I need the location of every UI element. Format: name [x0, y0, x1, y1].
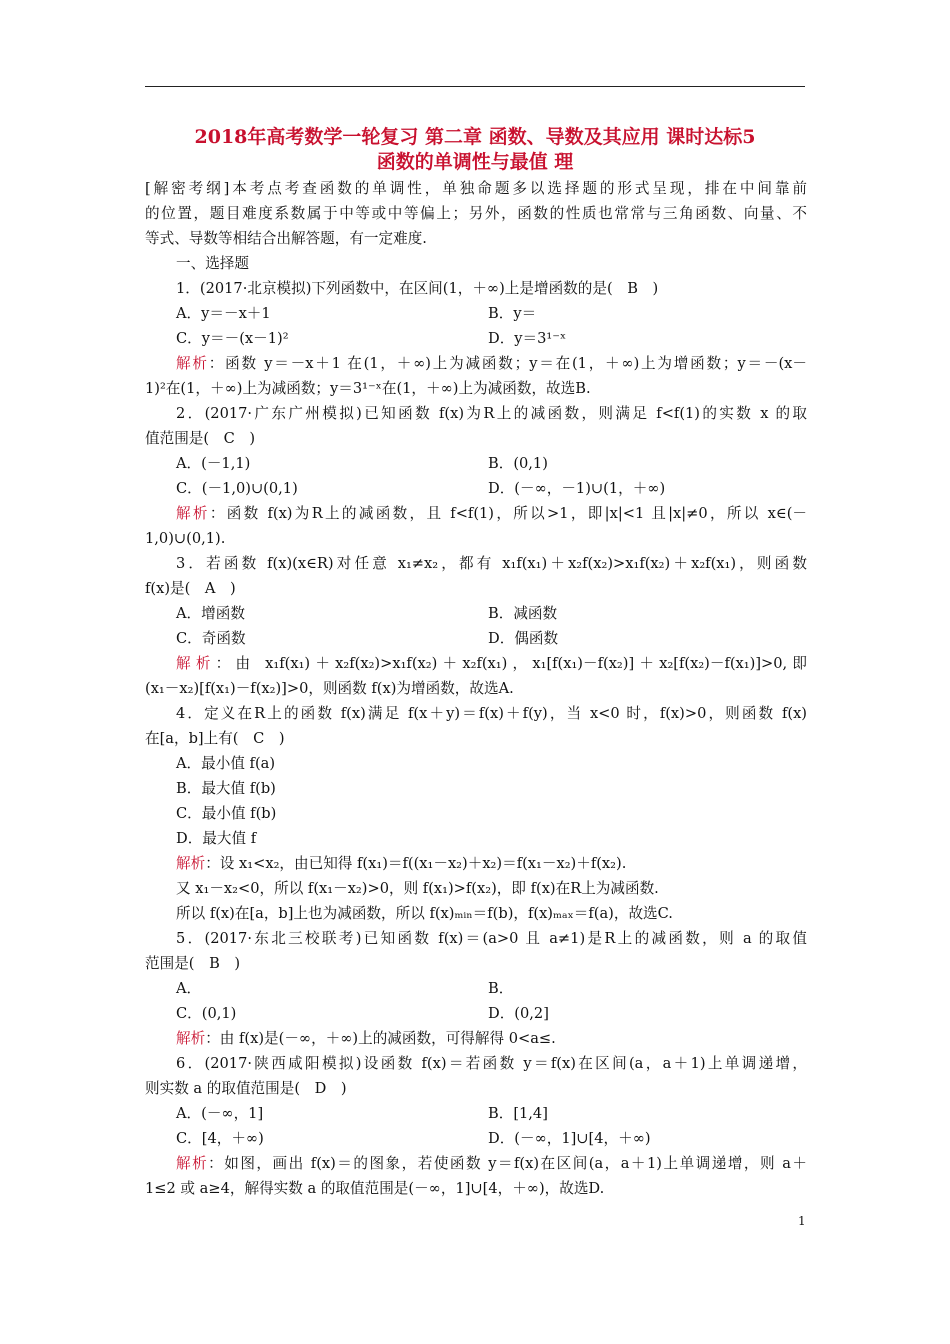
page-subtitle: 函数的单调性与最值 理 [376, 151, 574, 173]
solution-text: ：函数 y＝－x＋1 在(1，＋∞)上为减函数；y＝在(1，＋∞)上为增函数；y＝－(x－ [208, 355, 807, 372]
option: C．(0,1) [176, 1005, 237, 1022]
option: D．(－∞，－1)∪(1，＋∞) [488, 480, 666, 497]
question-stem: 4．定义在R上的函数 f(x)满足 f(x＋y)＝f(x)＋f(y)，当 x<0 时，f(x)>0，则函数 f(x) [176, 705, 807, 722]
intro-line: 等式、导数等相结合出解答题，有一定难度. [145, 230, 427, 247]
solution-text: ：由 x₁f(x₁)＋x₂f(x₂)>x₁f(x₂)＋x₂f(x₁)，x₁[f(x₁)－f(x₂)]＋x₂[f(x₂)－f(x₁)]>0,即 [215, 655, 807, 672]
option: C．y＝－(x－1)² [176, 330, 289, 347]
option: A．增函数 [176, 605, 245, 622]
option: C．[4，＋∞) [176, 1130, 264, 1147]
question-stem: 值范围是( C ) [145, 430, 256, 447]
question-stem: f(x)是( A ) [145, 580, 236, 597]
solution-label: 解析 [176, 855, 206, 872]
solution-line [176, 851, 626, 876]
solution-line [176, 651, 807, 676]
question-stem: 范围是( B ) [145, 955, 241, 972]
solution-line: (x₁－x₂)[f(x₁)－f(x₂)]>0，则函数 f(x)为增函数，故选A. [145, 680, 514, 697]
page-number: 1 [798, 1214, 806, 1228]
question-stem: 1．(2017·北京模拟)下列函数中，在区间(1，＋∞)上是增函数的是( B ) [176, 280, 659, 297]
solution-label: 解析 [176, 1030, 206, 1047]
option: D．最大值 f [176, 830, 257, 847]
question-stem: 6．(2017·陕西咸阳模拟)设函数 f(x)＝若函数 y＝f(x)在区间(a，a＋1)上单调递增， [176, 1055, 807, 1072]
option: C．奇函数 [176, 630, 246, 647]
option: D．(－∞，1]∪[4，＋∞) [488, 1130, 651, 1147]
solution-text: ：如图，画出 f(x)＝的图象，若使函数 y＝f(x)在区间(a，a＋1)上单调递增，则 a＋ [208, 1155, 807, 1172]
page-title: 2018年高考数学一轮复习 第二章 函数、导数及其应用 课时达标5 [194, 126, 756, 148]
option: D．偶函数 [488, 630, 559, 647]
option: B．(0,1) [488, 455, 548, 472]
solution-line: 1≤2 或 a≥4，解得实数 a 的取值范围是(－∞，1]∪[4，＋∞)，故选D. [145, 1180, 605, 1197]
option: B．最大值 f(b) [176, 780, 276, 797]
solution-line: 1)²在(1，＋∞)上为减函数；y＝3¹⁻ˣ在(1，＋∞)上为减函数，故选B. [145, 380, 591, 397]
option: B．减函数 [488, 605, 558, 622]
option: A． [176, 980, 202, 997]
question-stem: 3．若函数 f(x)(x∈R)对任意 x₁≠x₂，都有 x₁f(x₁)＋x₂f(x₂)>x₁f(x₂)＋x₂f(x₁)，则函数 [176, 555, 807, 572]
solution-label: 解析 [176, 1155, 209, 1172]
question-stem: 则实数 a 的取值范围是( D ) [145, 1080, 347, 1097]
option: B．[1,4] [488, 1105, 548, 1122]
option: A．最小值 f(a) [176, 755, 276, 772]
option: D．y＝3¹⁻ˣ [488, 330, 567, 347]
solution-text: ：设 x₁<x₂，由已知得 f(x₁)＝f((x₁－x₂)＋x₂)＝f(x₁－x₂)＋f(x₂). [205, 855, 627, 872]
option: D．(0,2] [488, 1005, 549, 1022]
solution-line [176, 1026, 556, 1051]
option: A．y＝－x＋1 [176, 305, 271, 322]
section-heading: 一、选择题 [176, 255, 249, 272]
option: C．最小值 f(b) [176, 805, 277, 822]
header-rule [145, 86, 805, 87]
question-stem: 在[a，b]上有( C ) [145, 730, 285, 747]
intro-line: [解密考纲]本考点考查函数的单调性，单独命题多以选择题的形式呈现，排在中间靠前 [145, 180, 807, 197]
solution-line: 所以 f(x)在[a，b]上也为减函数，所以 f(x)ₘᵢₙ＝f(b)，f(x)ₘₐₓ＝f(a)，故选C. [176, 905, 673, 922]
intro-line: 的位置，题目难度系数属于中等或中等偏上；另外，函数的性质也常常与三角函数、向量、不 [145, 205, 807, 222]
option: A．(－1,1) [176, 455, 251, 472]
question-stem: 5．(2017·东北三校联考)已知函数 f(x)＝(a>0 且 a≠1)是R上的减函数，则 a 的取值 [176, 930, 807, 947]
solution-line [176, 1151, 807, 1176]
option: C．(－1,0)∪(0,1) [176, 480, 298, 497]
solution-line [176, 501, 807, 526]
solution-text: ：函数 f(x)为R上的减函数，且 f<f(1)，所以>1，即|x|<1 且|x|≠0，所以 x∈(－ [209, 505, 807, 522]
solution-line: 1,0)∪(0,1). [145, 530, 226, 547]
solution-label: 解析 [176, 355, 209, 372]
solution-text: ：由 f(x)是(－∞，＋∞)上的减函数，可得解得 0<a≤. [205, 1030, 556, 1047]
solution-line: 又 x₁－x₂<0，所以 f(x₁－x₂)>0，则 f(x₁)>f(x₂)，即 f(x)在R上为减函数. [176, 880, 659, 897]
solution-line [176, 351, 807, 376]
question-stem: 2．(2017·广东广州模拟)已知函数 f(x)为R上的减函数，则满足 f<f(1)的实数 x 的取 [176, 405, 807, 422]
option: B． [488, 980, 514, 997]
solution-label: 解析 [176, 505, 210, 522]
option: B．y＝ [488, 305, 537, 322]
option: A．(－∞，1] [176, 1105, 264, 1122]
solution-label: 解析 [176, 655, 216, 672]
